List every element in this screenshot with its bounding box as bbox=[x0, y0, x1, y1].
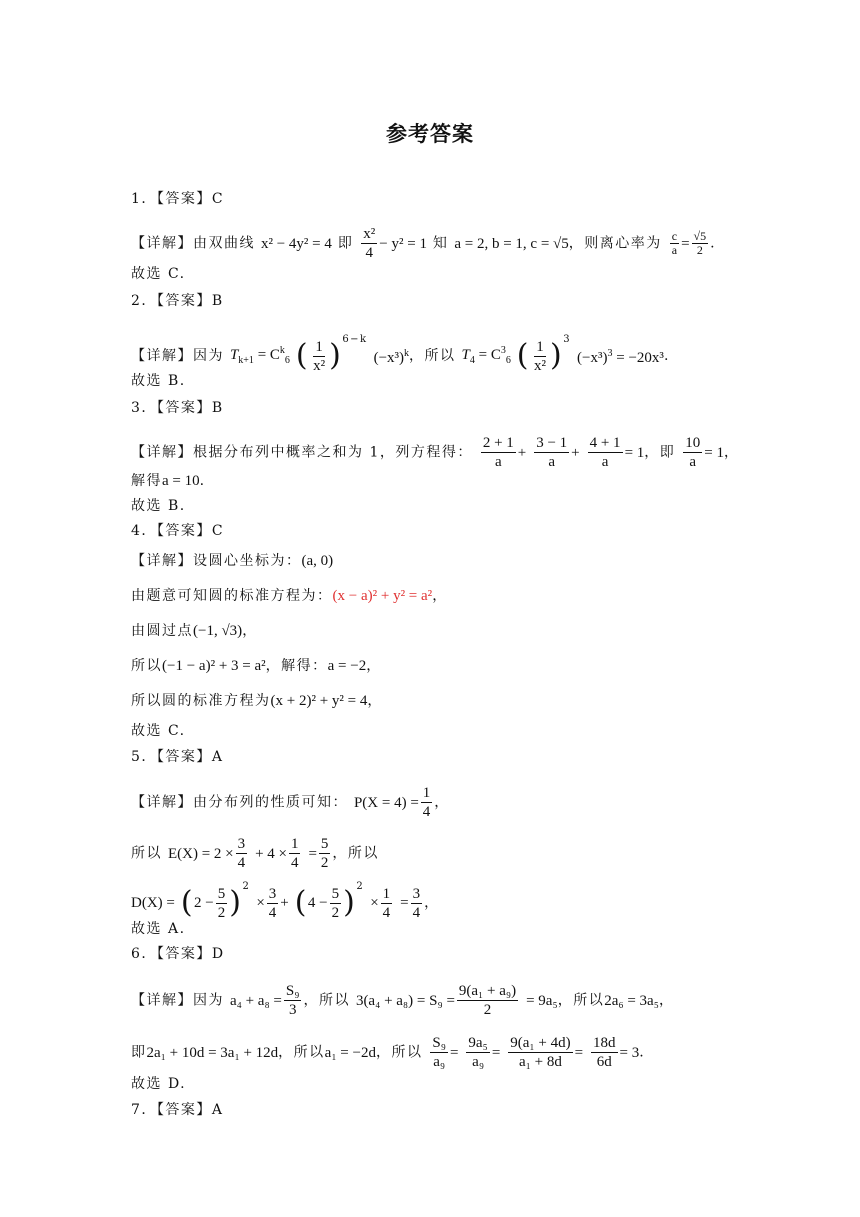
q4-answer-line: 4．【答案】C bbox=[131, 523, 225, 539]
q1-choice-line: 故选 C. bbox=[131, 266, 186, 282]
q3-detail-line: 【详解】根据分布列中概率之和为 1，列方程得： $\frac{2 + 1}{a}$ + $\frac{3 - 1}{a}$ + $\frac{4 + 1}{a}$ = 1，即 $\frac{10}{a}$ = 1， bbox=[131, 435, 740, 470]
q6-detail-line2: 即2a₁ + 10d = 3a₁ + 12d，所以a₁ = −2d，所以 $\frac{\text{S₉}}{\text{a₉}}$ = $\frac{\text{9a₅}}{\text{a₉}}$ = $\frac{\text{9(a₁ + 4d)}}{\text{a₁ + 8d}}$ = $\frac{18d}{6d}$ = 3. bbox=[131, 1035, 646, 1070]
q6-answer-line: 6．【答案】D bbox=[131, 946, 225, 962]
q4-detail-line4: 所以(−1 − a)² + 3 = a²，解得：a = −2， bbox=[131, 658, 382, 674]
q4-detail-line3: 由圆过点(−1, √3)， bbox=[131, 623, 258, 639]
q6-detail-line1: 【详解】因为 a₄ + a₈ = $\frac{\text{S₉}}{3}$ ，所以 3(a₄ + a₈) = S₉ = $\frac{\text{9(a₁ + a₉)}}{2}$ = 9a₅，所以2a₆ = 3a₅， bbox=[131, 983, 675, 1018]
page-title: 参考答案 bbox=[386, 122, 474, 146]
q2-choice-line: 故选 B. bbox=[131, 373, 186, 389]
q2-answer-line: 2．【答案】B bbox=[131, 293, 224, 309]
q1-answer-line: 1．【答案】C bbox=[131, 191, 225, 207]
q5-detail-line3: D(X) = (2 − $\frac{5}{2}$ )$^2$ × $\frac{3}{4}$ + (4 − $\frac{5}{2}$ )$^2$ × $\frac{1}{4}$ = $\frac{3}{4}$ ， bbox=[131, 881, 440, 921]
q4-detail-line2: 由题意可知圆的标准方程为：(x − a)² + y² = a²， bbox=[131, 588, 448, 604]
q4-detail-line1: 【详解】设圆心坐标为：(a, 0) bbox=[131, 553, 334, 569]
q5-detail-line1: 【详解】由分布列的性质可知： P(X = 4) = $\frac{1}{4}$ ， bbox=[131, 785, 450, 820]
q5-detail-line2: 所以 E(X) = 2 × $\frac{3}{4}$ + 4 × $\frac{1}{4}$ = $\frac{5}{2}$ ，所以 bbox=[131, 836, 379, 871]
q5-answer-line: 5．【答案】A bbox=[131, 749, 224, 765]
q4-detail-line5: 所以圆的标准方程为(x + 2)² + y² = 4， bbox=[131, 693, 383, 709]
q4-choice-line: 故选 C. bbox=[131, 723, 186, 739]
q1-detail-line: 【详解】由双曲线 x² − 4y² = 4 即 $\frac{\text{x²}}{4}$ − y² = 1 知 a = 2, b = 1, c = √5，则离心率为 $\frac{c}{a}$ = $\frac{√5}{2}$ . bbox=[131, 226, 717, 261]
q3-choice-line: 故选 B. bbox=[131, 498, 186, 514]
q3-solve-line: 解得a = 10. bbox=[131, 473, 206, 489]
q3-answer-line: 3．【答案】B bbox=[131, 400, 224, 416]
q7-answer-line: 7．【答案】A bbox=[131, 1102, 224, 1118]
q5-choice-line: 故选 A. bbox=[131, 921, 186, 937]
q2-detail-line: 【详解】因为 $T_{k+1} = C^k_6$ ( $\frac{1}{\text{x²}}$ )$^{6-k}$ $(-x^3)^k$，所以 $T_4 = C^3_6$ ( $\frac{1}{\text{x²}}$ )$^3$ $(-x^3)^3 = -20x^3$. bbox=[131, 334, 670, 374]
q6-choice-line: 故选 D. bbox=[131, 1076, 187, 1092]
